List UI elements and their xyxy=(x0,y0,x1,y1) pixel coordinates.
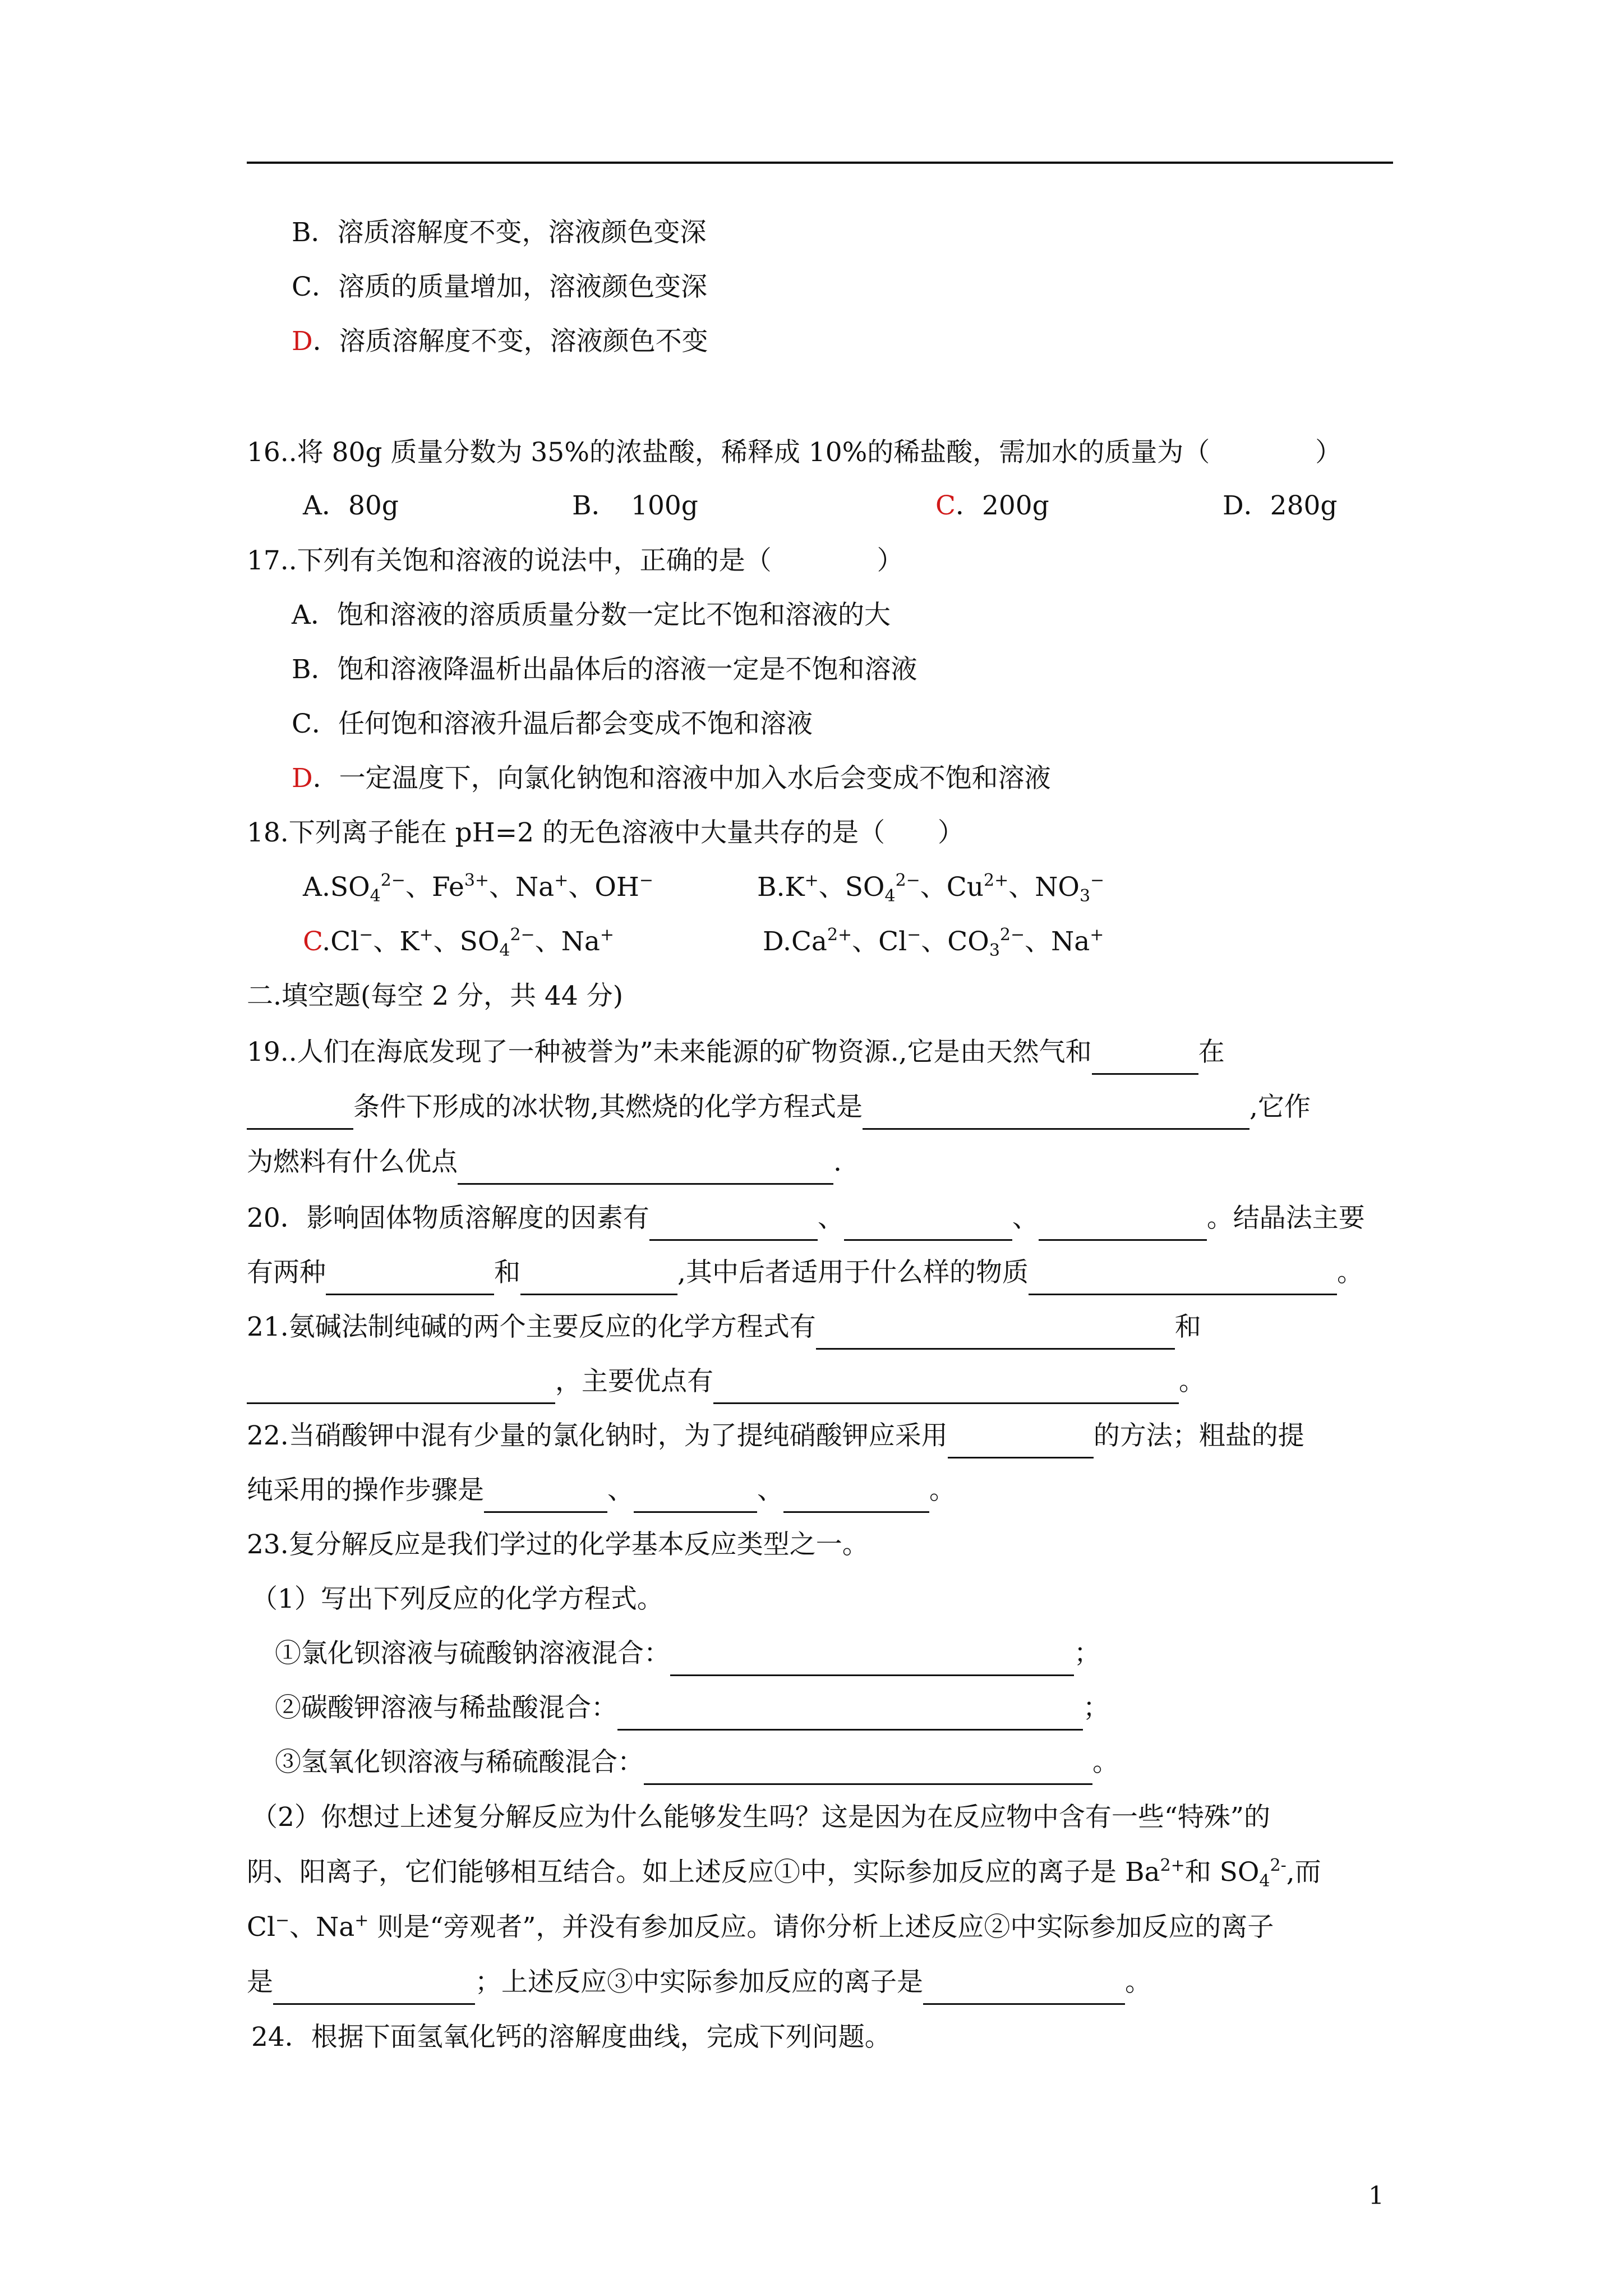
answer-blank[interactable] xyxy=(326,1264,494,1295)
q23-part2-line3: Cl−、Na+ 则是“旁观者”，并没有参加反应。请你分析上述反应②中实际参加反应的离子 xyxy=(247,1911,1274,1943)
answer-blank[interactable] xyxy=(649,1210,818,1241)
q18-stem: 18.下列离子能在 pH=2 的无色溶液中大量共存的是（ ） xyxy=(247,817,964,848)
q17-option-a: A．饱和溶液的溶质质量分数一定比不饱和溶液的大 xyxy=(292,600,891,631)
q23-stem: 23.复分解反应是我们学过的化学基本反应类型之一。 xyxy=(247,1529,869,1560)
q16-stem: 16..将 80g 质量分数为 35%的浓盐酸，稀释成 10%的稀盐酸，需加水的质量为（ ） xyxy=(247,437,1342,468)
q16-option-d: D．280g xyxy=(1223,490,1338,521)
q16-options xyxy=(303,484,1393,528)
answer-blank[interactable] xyxy=(1092,1044,1198,1075)
q18-option-a: $A.SO_4^{2-}$、$Fe^{3+}$、Na+、OH− xyxy=(303,871,654,906)
q16-option-b: B． 100g xyxy=(572,490,698,521)
q19-line3: 为燃料有什么优点 . xyxy=(247,1140,1393,1185)
answer-blank[interactable] xyxy=(617,1700,1083,1731)
answer-blank[interactable] xyxy=(863,1099,1249,1130)
q23-reaction-3: ③氢氧化钡溶液与稀硫酸混合： 。 xyxy=(275,1740,1365,1785)
answer-blank[interactable] xyxy=(844,1210,1012,1241)
header-rule xyxy=(247,162,1393,164)
answer-blank[interactable] xyxy=(644,1754,1092,1785)
q20-line1: 20．影响固体物质溶解度的因素有 、 、 。结晶法主要 xyxy=(247,1196,1393,1241)
q15-option-c: C．溶质的质量增加，溶液颜色变深 xyxy=(292,272,707,302)
q15-option-d: D．溶质溶解度不变，溶液颜色不变 xyxy=(292,326,708,357)
q18-options-row2 xyxy=(303,919,1393,964)
q22-line1: 22.当硝酸钾中混有少量的氯化钠时，为了提纯硝酸钾应采用 的方法；粗盐的提 xyxy=(247,1414,1393,1458)
answer-blank[interactable] xyxy=(783,1482,929,1513)
page-number: 1 xyxy=(1368,2182,1384,2210)
q18-option-c: C.Cl−、K+、$SO_4^{2-}$、Na+ xyxy=(303,925,614,960)
answer-mark: D xyxy=(292,326,313,357)
answer-blank[interactable] xyxy=(247,1099,353,1130)
q16-option-c: C．200g xyxy=(935,490,1049,521)
q17-option-d: D．一定温度下，向氯化钠饱和溶液中加入水后会变成不饱和溶液 xyxy=(292,763,1051,794)
q18-option-b: B.K+、$SO_4^{2-}$、$Cu^{2+}$、$NO_3^-$ xyxy=(757,871,1105,906)
q22-line2: 纯采用的操作步骤是 、 、 。 xyxy=(247,1468,1393,1513)
answer-mark: D xyxy=(292,763,313,794)
answer-mark: C xyxy=(935,490,956,521)
q20-line2: 有两种 和 ,其中后者适用于什么样的物质 。 xyxy=(247,1250,1393,1295)
q17-option-c: C．任何饱和溶液升温后都会变成不饱和溶液 xyxy=(292,708,813,739)
answer-blank[interactable] xyxy=(1039,1210,1207,1241)
answer-mark: C xyxy=(303,926,322,957)
q21-line2: ，主要优点有 。 xyxy=(247,1359,1393,1404)
q15-option-b: B．溶质溶解度不变，溶液颜色变深 xyxy=(292,217,707,248)
answer-blank[interactable] xyxy=(484,1482,607,1513)
q23-part2-line4: 是 ；上述反应③中实际参加反应的离子是 。 xyxy=(247,1960,1393,2005)
answer-blank[interactable] xyxy=(948,1428,1094,1458)
answer-blank[interactable] xyxy=(1029,1264,1337,1295)
q18-option-d: $D.Ca^{2+}$、Cl−、$CO_3^{2-}$、Na+ xyxy=(763,925,1104,960)
q19-line1: 19..人们在海底发现了一种被誉为”未来能源的矿物资源.,它是由天然气和 在 xyxy=(247,1030,1393,1075)
answer-blank[interactable] xyxy=(670,1645,1074,1676)
q17-stem: 17..下列有关饱和溶液的说法中，正确的是（ ） xyxy=(247,545,903,576)
answer-blank[interactable] xyxy=(634,1482,757,1513)
q23-part1: （1）写出下列反应的化学方程式。 xyxy=(251,1584,663,1614)
q21-line1: 21.氨碱法制纯碱的两个主要反应的化学方程式有 和 xyxy=(247,1305,1393,1350)
q23-part2-line1: （2）你想过上述复分解反应为什么能够发生吗？这是因为在反应物中含有一些“特殊”的 xyxy=(251,1802,1270,1833)
answer-blank[interactable] xyxy=(923,1974,1125,2005)
answer-blank[interactable] xyxy=(247,1373,555,1404)
q23-part2-line2: 阴、阳离子，它们能够相互结合。如上述反应①中，实际参加反应的离子是 $Ba^{2+}$和 $SO_4^{2-}$,而 xyxy=(247,1856,1321,1891)
q24-stem: 24．根据下面氢氧化钙的溶解度曲线，完成下列问题。 xyxy=(251,2022,891,2053)
q23-reaction-2: ②碳酸钾溶液与稀盐酸混合： ； xyxy=(275,1686,1365,1731)
q16-option-a: A．80g xyxy=(303,490,399,521)
answer-blank[interactable] xyxy=(520,1264,677,1295)
answer-blank[interactable] xyxy=(816,1319,1175,1350)
answer-blank[interactable] xyxy=(273,1974,475,2005)
q18-options-row1 xyxy=(303,865,1393,910)
q17-option-b: B．饱和溶液降温析出晶体后的溶液一定是不饱和溶液 xyxy=(292,654,917,685)
answer-blank[interactable] xyxy=(713,1373,1179,1404)
answer-blank[interactable] xyxy=(458,1154,833,1185)
section-title: 二.填空题(每空 2 分，共 44 分) xyxy=(247,981,624,1011)
q19-line2: 条件下形成的冰状物,其燃烧的化学方程式是 ,它作 xyxy=(247,1085,1393,1130)
q23-reaction-1: ①氯化钡溶液与硫酸钠溶液混合： ； xyxy=(275,1631,1365,1676)
